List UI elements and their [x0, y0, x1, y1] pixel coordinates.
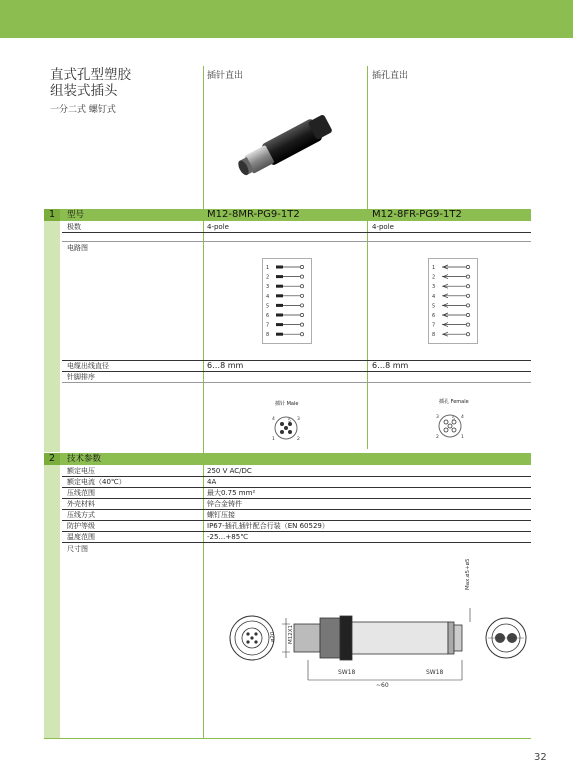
circuit-terminal: [466, 313, 469, 316]
row-divider: [62, 382, 531, 383]
circuit-terminal: [300, 313, 303, 316]
circuit-pin-number: 8: [432, 332, 436, 339]
spec-label-dimensions: 尺寸图: [67, 545, 88, 553]
row-divider: [62, 476, 531, 477]
dim-sw18-left: SW18: [338, 669, 356, 676]
pin-num-5: 5: [452, 417, 455, 422]
spec-label-termination: 压线方式: [67, 511, 95, 519]
spec-value-voltage: 250 V AC/DC: [207, 467, 252, 475]
circuit-terminal: [466, 333, 469, 336]
circuit-terminal: [300, 285, 303, 288]
circuit-pin-number: 7: [266, 322, 270, 329]
circuit-pin-male: [276, 294, 283, 297]
spec-label-temperature: 温度范围: [67, 533, 95, 541]
row-divider: [62, 520, 531, 521]
column-header-female: 插孔直出: [372, 71, 409, 81]
pin-layout-male: [268, 410, 304, 446]
section2-label: 技术参数: [67, 454, 102, 464]
circuit-terminal: [300, 333, 303, 336]
circuit-diagram-male: [262, 258, 312, 344]
row-divider: [62, 360, 531, 361]
cable-female: 6…8 mm: [372, 361, 409, 370]
dim-d20: ø20: [270, 631, 276, 642]
row-divider: [62, 542, 531, 543]
spec-label-protection: 防护等级: [67, 522, 95, 530]
page-number: 32: [534, 752, 547, 763]
poles-female: 4-pole: [372, 223, 394, 231]
dim-m12: M12X1: [288, 624, 294, 644]
circuit-pin-number: 1: [432, 265, 436, 271]
poles-label: 极数: [67, 223, 81, 231]
spec-label-wire-range: 压线范围: [67, 489, 95, 497]
circuit-pin-male: [276, 323, 283, 326]
row-divider: [62, 487, 531, 488]
pin-num-2: 2: [297, 437, 300, 442]
circuit-pin-number: 4: [266, 293, 270, 300]
circuit-pin-number: 6: [432, 313, 436, 319]
pin-num-3: 3: [297, 417, 300, 422]
row-divider: [62, 509, 531, 510]
row-divider: [62, 241, 531, 242]
circuit-terminal: [466, 294, 469, 297]
circuit-pin-male: [276, 285, 283, 288]
circuit-label: 电路图: [67, 244, 88, 252]
circuit-pin-male: [276, 304, 283, 307]
circuit-pin-number: 2: [266, 274, 270, 281]
spec-label-voltage: 额定电压: [67, 467, 95, 475]
circuit-pin-male: [276, 333, 283, 336]
pin-caption-male: 插针 Male: [275, 401, 299, 407]
circuit-pin-number: 6: [266, 313, 270, 319]
pin-num-4: 4: [461, 415, 464, 420]
circuit-pin-number: 7: [432, 322, 436, 329]
circuit-pin-number: 8: [266, 332, 270, 339]
spec-value-temperature: -25…+85℃: [207, 533, 249, 541]
circuit-terminal: [300, 275, 303, 278]
pin-num-4: 4: [272, 417, 275, 422]
circuit-terminal: [300, 323, 303, 326]
poles-male: 4-pole: [207, 223, 229, 231]
section2-number: 2: [44, 453, 60, 465]
product-title-line2: 组装式插头: [50, 83, 118, 99]
pin-caption-female: 插孔 Female: [439, 399, 469, 405]
pin-num-1: 1: [461, 435, 464, 440]
dim-sw18-right: SW18: [426, 669, 444, 676]
product-title-block: [50, 67, 131, 115]
row-divider: [62, 498, 531, 499]
circuit-diagram-female: [428, 258, 478, 344]
circuit-pin-number: 4: [432, 293, 436, 300]
circuit-pin-number: 5: [432, 303, 436, 310]
model-male: M12-8MR-PG9-1T2: [207, 209, 300, 220]
cable-male: 6…8 mm: [207, 361, 244, 370]
pin-num-5: 5: [288, 419, 291, 424]
circuit-pin-number: 3: [266, 284, 270, 291]
circuit-pin-male: [276, 314, 283, 317]
dim-length: ~60: [376, 682, 389, 688]
circuit-terminal: [300, 265, 303, 268]
column-divider-2: [367, 66, 368, 449]
circuit-terminal: [300, 294, 303, 297]
bottom-rule: [44, 738, 531, 739]
row-divider: [62, 371, 531, 372]
spec-value-housing: 锌合金铸件: [207, 500, 242, 508]
spec-value-protection: IP67-插孔插针配合行装（EN 60529）: [207, 522, 329, 530]
section2-header: [44, 453, 531, 465]
product-subtitle: 一分二式 螺钉式: [50, 105, 116, 115]
circuit-terminal: [466, 304, 469, 307]
spec-value-current: 4A: [207, 478, 217, 486]
pin-num-3: 3: [436, 415, 439, 420]
connector-photo: [225, 108, 345, 188]
pin-num-1: 1: [272, 437, 275, 442]
spec-value-termination: 螺钉压接: [207, 511, 235, 519]
cable-label: 电缆出线直径: [67, 362, 109, 370]
circuit-terminal: [466, 285, 469, 288]
product-title-line1: 直式孔型塑胶: [50, 67, 131, 83]
circuit-pin-male: [276, 266, 283, 269]
circuit-pin-number: 2: [432, 274, 436, 281]
section2-stripe: [44, 453, 60, 738]
circuit-terminal: [300, 304, 303, 307]
circuit-pin-number: 3: [432, 284, 436, 291]
pin-num-2: 2: [436, 435, 439, 440]
header-bar: [0, 0, 573, 38]
spec-value-wire-range: 最大0.75 mm²: [207, 489, 256, 497]
pin-label: 针脚排序: [67, 373, 95, 381]
row-divider: [62, 531, 531, 532]
section1-stripe: [44, 210, 60, 452]
column-divider-1: [203, 66, 204, 738]
circuit-pin-number: 1: [266, 265, 270, 271]
row-divider: [62, 232, 531, 233]
circuit-terminal: [466, 265, 469, 268]
section1-number: 1: [44, 209, 60, 221]
circuit-pin-male: [276, 275, 283, 278]
spec-label-housing: 外壳材料: [67, 500, 95, 508]
column-header-male: 插针直出: [207, 71, 244, 81]
circuit-terminal: [466, 275, 469, 278]
dimension-drawing: [226, 588, 530, 688]
section1-label: 型号: [67, 210, 85, 220]
circuit-pin-number: 5: [266, 303, 270, 310]
circuit-terminal: [466, 323, 469, 326]
model-female: M12-8FR-PG9-1T2: [372, 209, 462, 220]
spec-label-current: 额定电流（40℃）: [67, 478, 126, 486]
dim-max-label: Max.ø5+ø5: [465, 558, 471, 590]
pin-layout-female: [432, 408, 468, 444]
